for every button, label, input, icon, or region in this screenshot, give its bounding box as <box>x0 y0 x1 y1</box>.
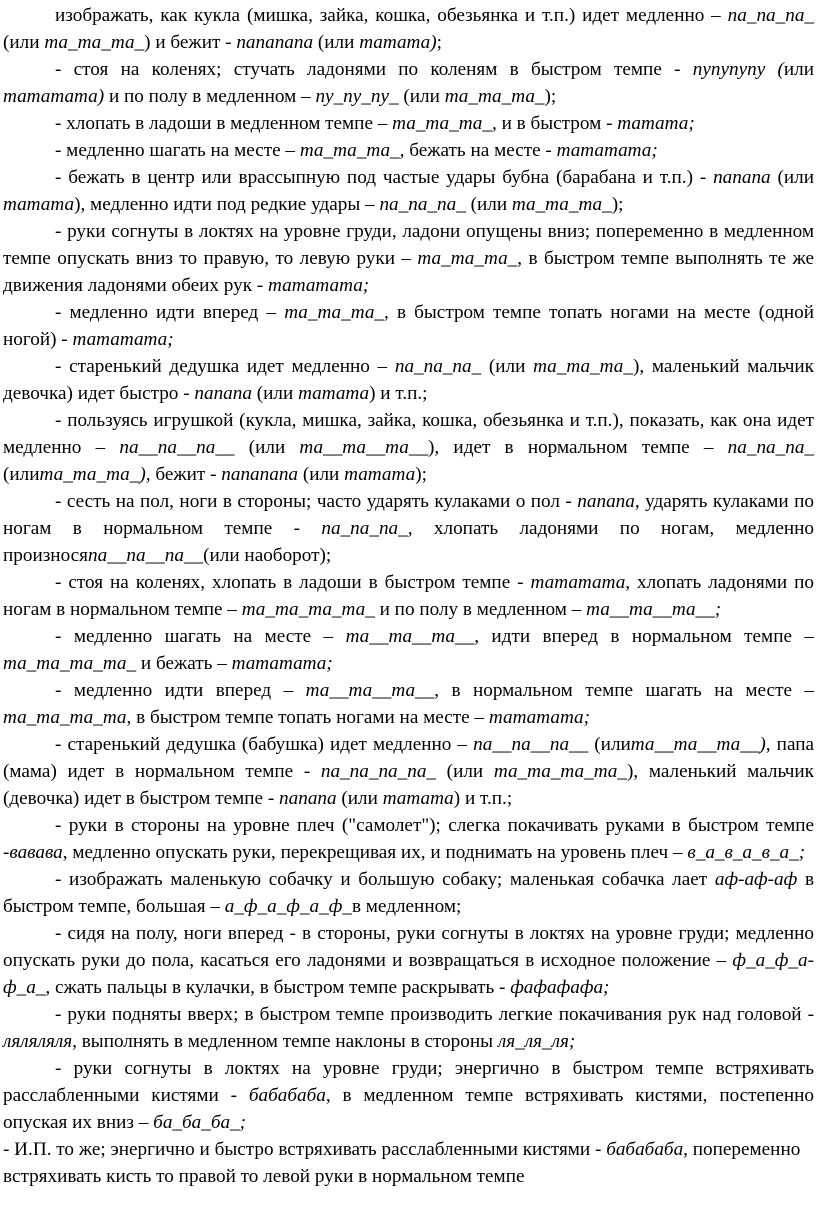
italic-text-run: па_па_па_ <box>727 437 814 458</box>
text-run: (или наоборот); <box>203 545 332 566</box>
italic-text-run: та_та_та_та_ <box>241 599 375 620</box>
italic-text-run: па_па_па_, <box>321 518 413 539</box>
text-run: ); <box>544 86 557 107</box>
italic-text-run: та_та_та_ <box>284 302 385 323</box>
italic-text-run: та_та_та_ <box>511 194 612 215</box>
paragraph-2 <box>3 56 814 110</box>
text-run: и бежать – <box>136 653 232 674</box>
text-run: в медленном; <box>351 896 462 917</box>
text-run: и в быстром - <box>496 113 618 134</box>
italic-text-run: ля_ля_ля; <box>497 1031 576 1052</box>
paragraph-20 <box>3 1136 814 1190</box>
italic-text-run: в_а_в_а_в_а_; <box>687 842 806 863</box>
italic-text-run: та__та__та__ <box>299 437 429 458</box>
text-run: - руки подняты вверх; в быстром темпе производить легкие покачивания рук над головой - <box>55 1004 814 1025</box>
text-run: - руки согнуты в локтях на уровне груди, ладони опущены вниз; попеременно в медленном темпе опускать вниз то правую, то левую руки – <box>3 221 814 269</box>
text-run: , в быстром темпе топать ногами на месте (одной ногой) - <box>3 302 814 350</box>
text-run: , попеременно встряхивать кисть то правой то левой руки в нормальном темпе <box>3 1139 801 1187</box>
italic-text-run: та_та_та_та_ <box>493 761 627 782</box>
text-run: , хлопать ладонями по ногам в нормальном темпе – <box>3 572 814 620</box>
text-run: - хлопать в ладоши в медленном темпе – <box>55 113 393 134</box>
text-run: - медленно шагать на месте – <box>55 626 346 647</box>
italic-text-run: папапа <box>194 383 252 404</box>
text-run: ), маленький мальчик девочка) идет быстро - <box>3 356 814 404</box>
italic-text-run: па_па_па_ <box>379 194 466 215</box>
text-run: или <box>783 59 814 80</box>
italic-text-run: тататата <box>530 572 626 593</box>
italic-text-run: па__па__па__ <box>88 545 204 566</box>
text-run: - старенький дедушка идет медленно – <box>55 356 395 377</box>
paragraph-5 <box>3 164 814 218</box>
italic-text-run: та_та_та_, <box>392 113 497 134</box>
paragraph-15 <box>3 812 814 866</box>
italic-text-run: та_та_та_та_ <box>3 653 137 674</box>
text-run: (или <box>481 356 534 377</box>
italic-text-run: татата) <box>359 32 437 53</box>
text-run: ); <box>415 464 427 485</box>
italic-text-run: тататата; <box>268 275 370 296</box>
italic-text-run: та__та__та__, <box>345 626 479 647</box>
italic-text-run: бабабаба <box>606 1139 684 1160</box>
paragraph-10 <box>3 488 814 569</box>
text-run: ) и т.п.; <box>369 383 428 404</box>
text-run: (или <box>3 464 40 485</box>
italic-text-run: татата; <box>617 113 695 134</box>
italic-text-run: татата <box>344 464 416 485</box>
italic-text-run: та_та_та_ <box>444 86 545 107</box>
text-run: , в быстром темпе топать ногами на месте – <box>126 707 489 728</box>
text-run: - медленно идти вперед – <box>55 302 285 323</box>
italic-text-run: та__та__та__ <box>305 680 435 701</box>
italic-text-run: та__та__та__; <box>586 599 722 620</box>
text-run: - бежать в центр или врассыпную под частые удары бубна (барабана и т.п.) - <box>55 167 714 188</box>
text-run: идти вперед в нормальном темпе – <box>479 626 814 647</box>
text-run: - руки в стороны на уровне плеч ("самолет"); слегка покачивать руками в быстром темпе - <box>3 815 814 863</box>
paragraph-17 <box>3 920 814 1001</box>
text-run: изображать, как кукла (мишка, зайка, кошка, обезьянка и т.п.) идет медленно – <box>55 5 728 26</box>
paragraph-8 <box>3 353 814 407</box>
italic-text-run: та_та_та_ <box>44 32 145 53</box>
text-run: (или <box>588 734 631 755</box>
text-run: (или <box>336 788 383 809</box>
text-run: (или <box>298 464 345 485</box>
text-run: ), медленно идти под редкие удары – <box>74 194 380 215</box>
text-run: сжать пальцы в кулачки, в быстром темпе раскрывать - <box>50 977 511 998</box>
italic-text-run: па__па__па__ <box>119 437 235 458</box>
paragraph-6 <box>3 218 814 299</box>
italic-text-run: па_па_па_па_ <box>320 761 437 782</box>
paragraph-12 <box>3 623 814 677</box>
italic-text-run: папапа <box>279 788 337 809</box>
italic-text-run: папапа <box>713 167 771 188</box>
text-run: ); <box>611 194 624 215</box>
text-run: - медленно шагать на месте – <box>55 140 300 161</box>
paragraph-3 <box>3 110 814 137</box>
text-run: ) и т.п.; <box>453 788 513 809</box>
text-run: (или <box>436 761 494 782</box>
text-run: (или <box>770 167 814 188</box>
italic-text-run: па_па_па_ <box>727 5 814 26</box>
text-run: , ударять кулаками по ногам в нормальном темпе - <box>3 491 814 539</box>
text-run: - сесть на пол, ноги в стороны; часто ударять кулаками о пол - <box>55 491 578 512</box>
paragraph-4 <box>3 137 814 164</box>
italic-text-run: татата <box>298 383 370 404</box>
text-run: ) и бежит - <box>144 32 237 53</box>
italic-text-run: папапа <box>577 491 635 512</box>
italic-text-run: тататата; <box>556 140 658 161</box>
italic-text-run: вавава <box>9 842 63 863</box>
text-run: (или <box>234 437 300 458</box>
text-run: папа (мама) идет в нормальном темпе - <box>3 734 814 782</box>
text-run: (или <box>251 383 299 404</box>
text-run: - медленно идти вперед – <box>55 680 306 701</box>
italic-text-run: та_та_та_ <box>533 356 633 377</box>
italic-text-run: тататата; <box>488 707 591 728</box>
text-run: - пользуясь игрушкой (кукла, мишка, зайка, кошка, обезьянка и т.п.), показать, как она идет медленно – <box>3 410 814 458</box>
text-run: бежит - <box>150 464 222 485</box>
italic-text-run: та_та_та_та <box>3 707 127 728</box>
italic-text-run: та__та__та__), <box>630 734 771 755</box>
text-run: - изображать маленькую собачку и большую собаку; маленькая собачка лает <box>55 869 715 890</box>
italic-text-run: пу_пу_пу_ <box>315 86 399 107</box>
italic-text-run: ляляляля <box>3 1031 73 1052</box>
text-run: бежать на месте - <box>404 140 557 161</box>
text-run: (или <box>398 86 445 107</box>
text-run: ), идет в нормальном темпе – <box>428 437 728 458</box>
italic-text-run: татата <box>382 788 454 809</box>
text-run: - стоя на коленях, хлопать в ладоши в быстром темпе - <box>55 572 531 593</box>
italic-text-run: пупупупу ( <box>692 59 784 80</box>
text-run: хлопать ладонями по ногам, медленно произнося <box>3 518 814 566</box>
italic-text-run: па_па_па_ <box>394 356 482 377</box>
text-run: - И.П. то же; энергично и быстро встряхивать расслабленными кистями - <box>3 1139 607 1160</box>
text-run: (или <box>465 194 512 215</box>
text-run: и по полу в медленном – <box>374 599 587 620</box>
text-run: и по полу в медленном – <box>104 86 316 107</box>
italic-text-run: тататата; <box>231 653 333 674</box>
paragraph-19 <box>3 1055 814 1136</box>
paragraph-16 <box>3 866 814 920</box>
text-run: ), маленький мальчик (девочка) идет в быстром темпе - <box>3 761 814 809</box>
paragraph-14 <box>3 731 814 812</box>
text-run: (или <box>313 32 360 53</box>
text-run: , в нормальном темпе шагать на месте – <box>434 680 814 701</box>
italic-text-run: а_ф_а_ф_а_ф_ <box>224 896 352 917</box>
text-run: - старенький дедушка (бабушка) идет медленно – <box>55 734 474 755</box>
italic-text-run: тататата) <box>3 86 105 107</box>
text-run: ; <box>436 32 442 53</box>
text-run: в быстром темпе, большая – <box>3 869 815 917</box>
text-run: , выполнять в медленном темпе наклоны в стороны <box>72 1031 498 1052</box>
paragraph-13 <box>3 677 814 731</box>
text-run: , медленно опускать руки, перекрещивая их, и поднимать на уровень плеч – <box>62 842 688 863</box>
italic-text-run: фафафафа; <box>510 977 610 998</box>
italic-text-run: та_та_та_), <box>39 464 151 485</box>
italic-text-run: татата <box>3 194 75 215</box>
italic-text-run: аф-аф-аф <box>714 869 798 890</box>
italic-text-run: ф_а_ф_а-ф_а_, <box>3 950 814 998</box>
text-run: , в быстром темпе выполнять те же движения ладонями обеих рук - <box>3 248 814 296</box>
paragraph-9 <box>3 407 814 488</box>
italic-text-run: та_та_та_ <box>417 248 518 269</box>
text-run: , в медленном темпе встряхивать кистями, постепенно опуская их вниз – <box>3 1085 814 1133</box>
italic-text-run: па__па__па__ <box>473 734 589 755</box>
italic-text-run: папапапа <box>236 32 314 53</box>
italic-text-run: папапапа <box>221 464 299 485</box>
paragraph-7 <box>3 299 814 353</box>
italic-text-run: тататата; <box>72 329 174 350</box>
text-run: - руки согнуты в локтях на уровне груди; энергично в быстром темпе встряхивать расслабленными кистями - <box>3 1058 814 1106</box>
text-run: - сидя на полу, ноги вперед - в стороны, руки согнуты в локтях на уровне груди; медленно опускать руки до пола, касаться его ладонями и возвращаться в исходное положение – <box>3 923 814 971</box>
text-run: - стоя на коленях; стучать ладонями по коленям в быстром темпе - <box>55 59 693 80</box>
paragraph-1 <box>3 2 814 56</box>
italic-text-run: та_та_та_, <box>299 140 405 161</box>
italic-text-run: бабабаба <box>248 1085 326 1106</box>
text-run: (или <box>3 32 45 53</box>
paragraph-18 <box>3 1001 814 1055</box>
italic-text-run: ба_ба_ба_; <box>153 1112 247 1133</box>
paragraph-11 <box>3 569 814 623</box>
